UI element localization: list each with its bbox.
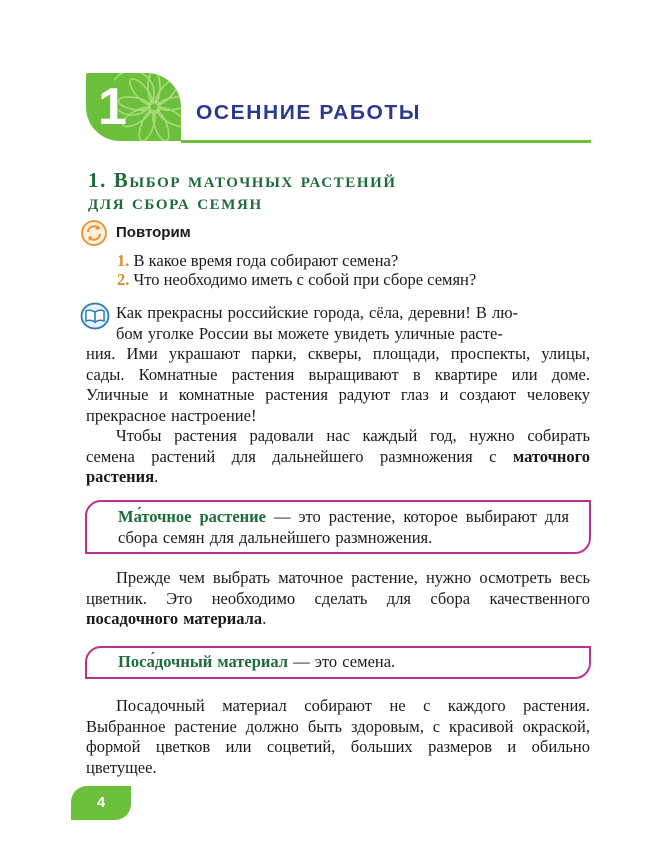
paragraph-2 — [86, 426, 590, 488]
intro-rest: ния. Ими украшают парки, скверы, площади, проспекты, улицы, сады. Комнатные растения выращивают в квартире или доме. Уличные и комнатные растения радуют глаз и создают человеку прекрасное настроение! — [86, 344, 590, 425]
question-item — [117, 270, 476, 289]
question-item — [117, 251, 476, 270]
paragraph-3-bold: посадочного материала — [86, 609, 263, 628]
repeat-label: Повторим — [116, 224, 191, 241]
definition-term: Поса́дочный материал — [118, 652, 289, 671]
paragraph-3-end: . — [262, 609, 267, 628]
chapter-underline — [181, 140, 591, 143]
section-heading-line2: для сбора семян — [88, 190, 263, 214]
chapter-number: 1 — [98, 78, 127, 136]
question-number: 2. — [117, 270, 130, 289]
definition-text: — это растение, которое выбирают для сбора семян для дальнейшего размножения. — [118, 507, 569, 547]
section-heading-line1: 1. Выбор маточных растений — [88, 168, 397, 192]
definition-text: — это семена. — [288, 652, 396, 671]
chapter-title: ОСЕННИЕ РАБОТЫ — [196, 102, 421, 124]
definition-box-planting-material — [85, 646, 591, 679]
section-heading — [88, 169, 397, 213]
definition-box-mother-plant — [85, 500, 591, 554]
question-number: 1. — [117, 251, 130, 270]
paragraph-3-text: Прежде чем выбрать маточное растение, нужно осмотреть весь цветник. Это необходимо сделать для сбора качественного — [86, 568, 590, 608]
intro-paragraph — [86, 303, 590, 426]
review-questions — [117, 251, 476, 289]
chapter-badge — [86, 73, 181, 141]
question-text: Что необходимо иметь с собой при сборе семян? — [133, 270, 477, 289]
paragraph-4: Посадочный материал собирают не с каждого растения. Выбранное растение должно быть здоровым, с красивой окраской, формой цветков или соцветий, больших размеров и обильно цветущее. — [86, 696, 590, 777]
paragraph-2-end: . — [154, 467, 159, 486]
paragraph-3 — [86, 568, 590, 630]
question-text: В какое время года собирают семена? — [133, 251, 399, 270]
paragraph-2-bold: маточного растения — [86, 446, 590, 486]
definition-term: Ма́точное растение — [118, 507, 266, 526]
paragraph-2-text: Чтобы растения радовали нас каждый год, нужно собирать семена растений для дальнейшего размножения с — [86, 426, 590, 466]
intro-line-2: бом уголке России вы можете увидеть уличные расте- — [116, 323, 503, 343]
intro-line-1: Как прекрасны российские города, сёла, деревни! В лю- — [116, 303, 519, 322]
repeat-arrows-icon — [81, 220, 107, 246]
page-number: 4 — [71, 786, 131, 820]
